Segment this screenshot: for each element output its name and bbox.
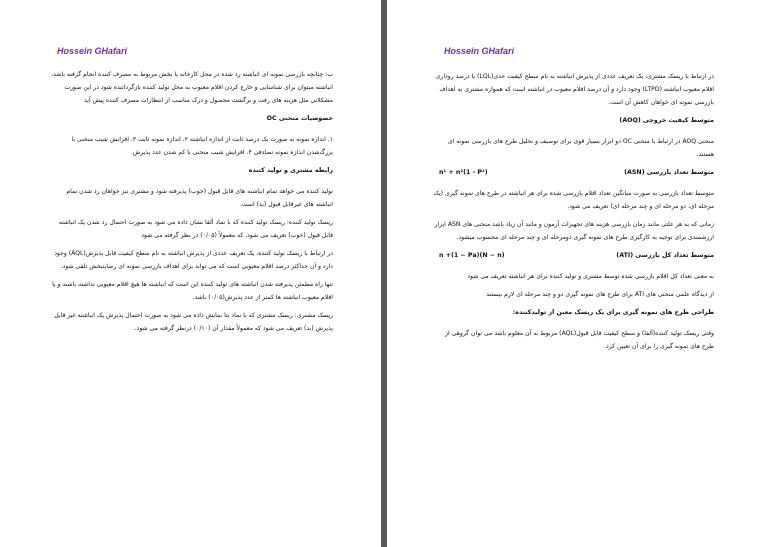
formula-title: متوسط تعداد کل بازرسی (ATI) [616, 252, 714, 259]
page-header-author: Hossein GHafari [444, 46, 515, 56]
page-body [433, 70, 714, 358]
paragraph: وقتی ریسک تولید کننده(آلفا) و سطح کیفیت قابل قبول(AQL) مربوط به آن معلوم باشد می توان گروهی از طرح های نمونه گیری را برای آن تعیین کرد. [445, 330, 714, 350]
page-right [387, 0, 768, 547]
page-header-author: Hossein GHafari [57, 46, 128, 56]
paragraph: زمانی که به هر علتی مانند زمان بازرسی هزینه های تجهیزات آزمون و مانند آن زیاد باشد منحنی های ASN ابزار ارزشمندی برای توجیه به کارگیری طرح های نمونه گیری دومرحله ای و چند مرحله ای محسوب میشود. [434, 221, 714, 241]
formula-expression: n +(1 − Pa)(N − n) [439, 252, 505, 259]
paragraph: تنها راه مطمئن پذیرفته شدن انباشته های تولید کننده این است که انباشته ها هیچ اقلام معیوبی نداشته باشند و یا اقلام معیوب انباشته ها کمتر از عدد پذیرش(۰/۰۵) باشد. [52, 281, 333, 301]
paragraph: از دیدگاه علمی منحنی های ATI برای طرح های نمونه گیری دو و چند مرحله ای لازم نیستند [486, 291, 714, 298]
section-heading: خصوصیات منحنی OC [266, 115, 333, 122]
paragraph: منحنی AOQ در ارتباط با منحنی OC دو ابزار بسیار قوی برای توصیف و تحلیل طرح های بازرسی نمونه ای هستند. [447, 138, 714, 158]
paragraph: ریسک مشتری: ریسک مشتری که با نماد بتا نمایش داده می شود به صورت احتمال پذیرش یک انباشته غیر قابل پذیرش (بد) تعریف می شود که معمولاً مقدار آن (۰/۱۰) درنظر گرفته می شود. [54, 312, 333, 332]
formula-expression: n¹ + n²(1 - P¹) [439, 169, 488, 176]
paragraph: ب: چنانچه بازرسی نمونه ای انباشته رد شده در محل کارخانه یا بخش مربوط به مصرف کننده انجام گرفته باشد، انباشته میتوان برای شناسایی و خارج کردن اقلام معیوب به محل تولید کننده بازگرداننده شود در این صورت مشکلاتی مثل هزینه های رفت و برگشت محصول و درک مناسب از انتظارات مصرف کننده پیش آید [51, 71, 333, 104]
paragraph: متوسط تعداد بازرسی به صورت میانگین تعداد اقلام بازرسی شده برای هر انباشته در طرح های نمونه گیری (یک مرحله ای، دو مرحله ای و چند مرحله ای) تعریف می شود. [433, 190, 714, 210]
paragraph: ریسک تولید کننده: ریسک تولید کننده که با نماد آلفا نشان داده می شود به صورت احتمال رد شدن یک انباشته قابل قبول (خوب) تعریف می شود. که معمولاً (۰/۰۵) در نظر گرفته می شود [58, 219, 333, 239]
paragraph: در ارتباط با ریسک مشتری، یک تعریف عددی از پذیرش انباشته به نام سطح کیفیت حدی(LQL) یا درصد روداری اقلام معیوب انباشته (LTPD) وجود دارد و آن درصد اقلام معیوب در انباشته است که همواره مشتری به اهداف بازرسی نمونه ای خواهان کاهش آن است. [435, 73, 714, 106]
paragraph: در ارتباط با ریسک تولید کننده، یک تعریف عددی از پذیرش انباشته به نام سطح کیفیت قابل پذیرش(AQL) وجود دارد و آن حداکثر درصد اقلام معیوبی است که می تواند برای اهداف بازرسی نمونه ای رضایتبخش تلقی شود. [54, 250, 333, 270]
formula-heading [433, 249, 714, 262]
section-heading: متوسط کیفیت خروجی (AOQ) [619, 117, 714, 124]
page-left [0, 0, 381, 547]
section-heading: رابطه مشتری و تولید کننده [248, 167, 333, 174]
formula-heading [433, 166, 714, 179]
paragraph: ۱. اندازه نمونه به صورت یک درصد ثابت از اندازه انباشته ۲. اندازه نمونه ثابت ۳. افزایش شیب منحنی با بزرگ‌شدن اندازه نمونه تصادفی ۴. افزایش شیب منحنی با کم شدن عدد پذیرش [71, 136, 333, 156]
formula-title: متوسط تعداد بازرسی (ASN) [624, 169, 714, 176]
page-body [50, 68, 333, 340]
paragraph: تولید کننده می خواهد تمام انباشته های قابل قبول (خوب) پذیرفته شود و مشتری نیز خواهان رد شدن تمام انباشته های غیرقابل قبول (بد) است. [66, 188, 333, 208]
paragraph: به معنی تعداد کل اقلام بازرسی شده توسط مشتری و تولید کننده برای هر انباشته تعریف می شود [467, 273, 714, 280]
section-heading: طراحی طرح های نمونه گیری برای یک ریسک معین از تولیدکننده: [512, 309, 714, 316]
